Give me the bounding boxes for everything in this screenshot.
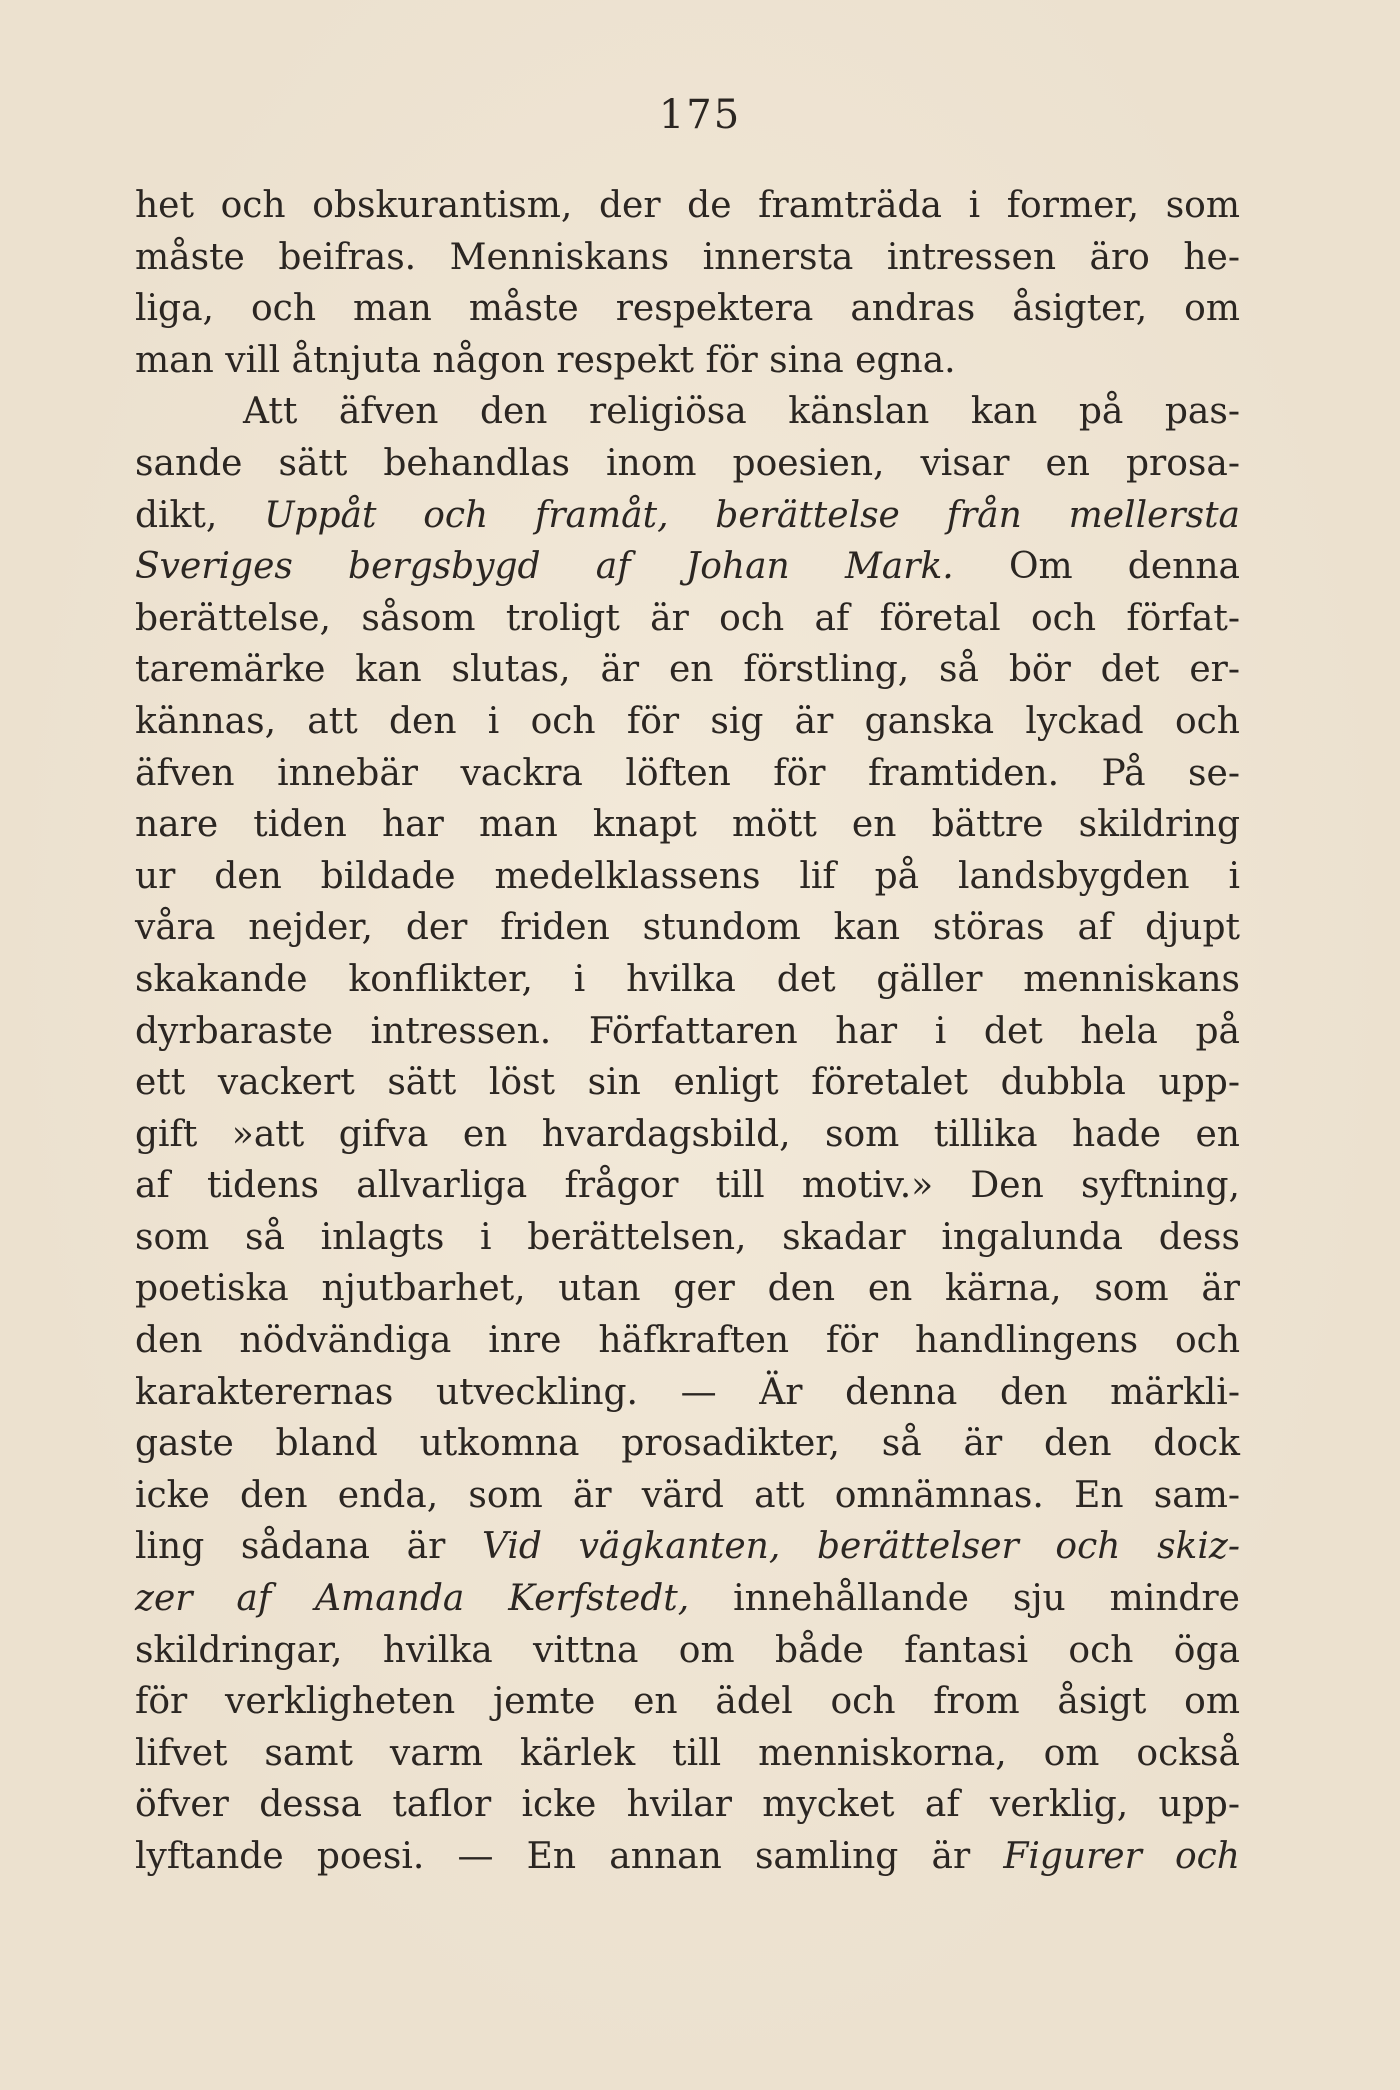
- line-text: öfver dessa taflor icke hvilar mycket af verklig, upp-: [135, 1784, 1240, 1826]
- italic-title-text: Vid vägkanten, berättelser och skiz-: [482, 1526, 1241, 1568]
- line-text: dikt,: [135, 494, 265, 536]
- line-text: het och obskurantism, der de framträda i former, som: [135, 185, 1240, 226]
- italic-title-text: Uppåt och framåt, berättelse från mellersta: [264, 494, 1240, 536]
- text-line: [135, 541, 1240, 593]
- line-text: kännas, att den i och för sig är ganska lyckad och: [135, 700, 1240, 742]
- text-line: [135, 490, 1240, 542]
- text-line: [135, 696, 1240, 748]
- text-line: [135, 180, 1240, 232]
- text-line: [135, 1109, 1240, 1161]
- text-line: [135, 1573, 1240, 1625]
- line-text: lyftande poesi. — En annan samling är: [135, 1836, 1004, 1877]
- text-line: [135, 1315, 1240, 1367]
- line-text: våra nejder, der friden stundom kan störas af djupt: [135, 907, 1240, 949]
- text-line: [135, 799, 1240, 851]
- line-text: liga, och man måste respektera andras åsigter, om: [135, 288, 1240, 330]
- text-line: [135, 1057, 1240, 1109]
- text-line: [135, 1676, 1240, 1728]
- italic-title-text: Figurer och: [1003, 1836, 1240, 1877]
- text-line: [135, 1779, 1240, 1831]
- line-text: den nödvändiga inre häfkraften för handlingens och: [135, 1320, 1240, 1362]
- line-text: man vill åtnjuta någon respekt för sina egna.: [135, 339, 956, 381]
- line-text: ur den bildade medelklassens lif på landsbygden i: [135, 855, 1240, 897]
- line-text: som så inlagts i berättelsen, skadar ingalunda dess: [135, 1216, 1240, 1258]
- page-number: 175: [658, 92, 742, 138]
- line-text: för verkligheten jemte en ädel och from åsigt om: [135, 1681, 1240, 1723]
- body-text: [135, 180, 1240, 1883]
- text-line: [135, 232, 1240, 284]
- text-line: [135, 902, 1240, 954]
- text-line: [135, 644, 1240, 696]
- text-line: [135, 283, 1240, 335]
- text-line: [135, 748, 1240, 800]
- text-line: [135, 1625, 1240, 1677]
- line-text: sande sätt behandlas inom poesien, visar en prosa-: [135, 442, 1240, 484]
- line-text: måste beifras. Menniskans innersta intressen äro he-: [135, 236, 1240, 278]
- line-text: gift »att gifva en hvardagsbild, som tillika hade en: [135, 1113, 1240, 1155]
- text-line: [135, 438, 1240, 490]
- line-text: af tidens allvarliga frågor till motiv.» Den syftning,: [135, 1165, 1240, 1207]
- text-line: [135, 1418, 1240, 1470]
- text-line: [135, 593, 1240, 645]
- text-line: [135, 1006, 1240, 1058]
- text-line: [135, 1367, 1240, 1419]
- line-text: skildringar, hvilka vittna om både fantasi och öga: [135, 1629, 1240, 1671]
- line-text: poetiska njutbarhet, utan ger den en kärna, som är: [135, 1268, 1240, 1310]
- line-text: icke den enda, som är värd att omnämnas. En sam-: [135, 1474, 1240, 1516]
- text-line: [135, 1521, 1240, 1573]
- line-text: taremärke kan slutas, är en förstling, så bör det er-: [135, 649, 1240, 691]
- text-line: [135, 1160, 1240, 1212]
- text-line: [135, 1831, 1240, 1883]
- text-line: [135, 954, 1240, 1006]
- line-text: lifvet samt varm kärlek till menniskorna, om också: [135, 1732, 1240, 1774]
- text-line: [135, 1263, 1240, 1315]
- italic-title-text: Sveriges bergsbygd af Johan Mark.: [135, 546, 954, 588]
- line-text: gaste bland utkomna prosadikter, så är den dock: [135, 1423, 1240, 1465]
- line-text: berättelse, såsom troligt är och af företal och förfat-: [135, 597, 1240, 639]
- line-text: Om denna: [953, 546, 1240, 588]
- line-text: innehållande sju mindre: [689, 1578, 1240, 1620]
- text-line: [135, 851, 1240, 903]
- line-text: äfven innebär vackra löften för framtiden. På se-: [135, 752, 1240, 794]
- line-text: skakande konflikter, i hvilka det gäller menniskans: [135, 958, 1240, 1000]
- text-line: [135, 1212, 1240, 1264]
- line-text: nare tiden har man knapt mött en bättre skildring: [135, 804, 1240, 846]
- line-text: karakterernas utveckling. — Är denna den märkli-: [135, 1371, 1240, 1413]
- line-text: ett vackert sätt löst sin enligt företalet dubbla upp-: [135, 1062, 1240, 1104]
- text-line: [135, 335, 1240, 387]
- text-line: [135, 1470, 1240, 1522]
- text-line: [135, 1728, 1240, 1780]
- italic-title-text: zer af Amanda Kerfstedt,: [135, 1578, 690, 1620]
- text-line: [135, 386, 1240, 438]
- line-text: dyrbaraste intressen. Författaren har i det hela på: [135, 1010, 1240, 1052]
- line-text: Att äfven den religiösa känslan kan på pas-: [243, 391, 1240, 433]
- line-text: ling sådana är: [135, 1526, 483, 1568]
